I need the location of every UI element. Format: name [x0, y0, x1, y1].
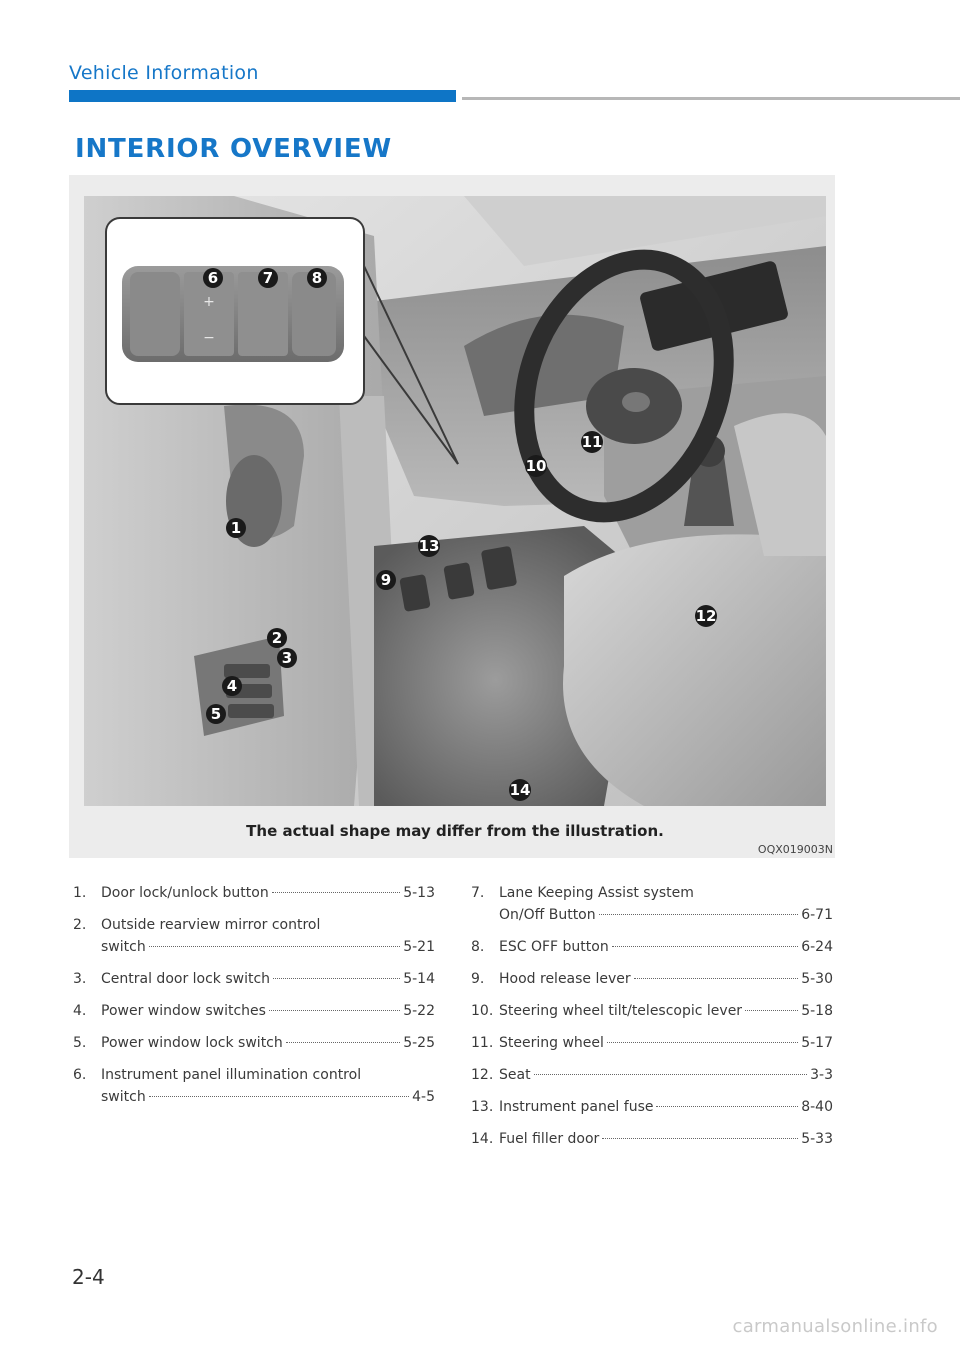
callout-6 [203, 268, 223, 288]
list-item [73, 1064, 435, 1108]
item-text: switch [101, 1089, 146, 1105]
figure-code: OQX019003N [757, 843, 833, 856]
callout-8-label: 8 [311, 269, 323, 287]
svg-text:−: − [203, 330, 215, 346]
callout-2 [267, 628, 287, 648]
item-number: 12. [471, 1067, 494, 1083]
watermark: carmanualsonline.info [732, 1316, 938, 1337]
callout-14 [509, 779, 531, 801]
item-number: 10. [471, 1003, 494, 1019]
callout-10 [525, 455, 547, 477]
dot-leader [273, 978, 400, 979]
item-number: 2. [73, 917, 87, 933]
callout-12-label: 12 [695, 607, 717, 625]
callout-1-label: 1 [230, 519, 242, 537]
item-number: 13. [471, 1099, 494, 1115]
item-number: 3. [73, 971, 87, 987]
dot-leader [634, 978, 799, 979]
dot-leader [269, 1010, 400, 1011]
list-item [471, 936, 833, 958]
item-number: 5. [73, 1035, 87, 1051]
callout-7 [258, 268, 278, 288]
item-text: Steering wheel tilt/telescopic lever [499, 1003, 743, 1019]
item-page-ref: 5-22 [403, 1003, 435, 1019]
item-number: 9. [471, 971, 485, 987]
item-text: Door lock/unlock button [101, 885, 269, 901]
callout-1 [226, 518, 246, 538]
item-text: Power window lock switch [101, 1035, 283, 1051]
item-text: ESC OFF button [499, 939, 609, 955]
item-number: 8. [471, 939, 485, 955]
item-page-ref: 8-40 [801, 1099, 833, 1115]
callout-11 [581, 431, 603, 453]
header-rule-blue [69, 90, 456, 102]
callout-10-label: 10 [525, 457, 547, 475]
figure-caption: The actual shape may differ from the illustration. [246, 822, 664, 840]
list-item [73, 1000, 435, 1022]
item-page-ref: 5-21 [403, 939, 435, 955]
callout-12 [695, 605, 717, 627]
callout-13-label: 13 [418, 537, 440, 555]
list-item [471, 1096, 833, 1118]
item-page-ref: 5-17 [801, 1035, 833, 1051]
dot-leader [149, 1096, 409, 1097]
item-text-line: Lane Keeping Assist system [499, 885, 694, 901]
callout-2-label: 2 [271, 629, 283, 647]
callout-6-label: 6 [207, 269, 219, 287]
item-text: switch [101, 939, 146, 955]
interior-illustration [84, 196, 826, 806]
item-list-left [73, 882, 435, 1118]
item-page-ref: 5-13 [403, 885, 435, 901]
page-heading: INTERIOR OVERVIEW [75, 134, 392, 164]
item-text-line: Outside rearview mirror control [101, 917, 321, 933]
dot-leader [602, 1138, 798, 1139]
item-list-right [471, 882, 833, 1160]
list-item [471, 1000, 833, 1022]
callout-3-label: 3 [281, 649, 293, 667]
list-item [471, 968, 833, 990]
list-item [73, 914, 435, 958]
list-item [471, 1128, 833, 1150]
callout-9-label: 9 [380, 571, 392, 589]
list-item [471, 882, 833, 926]
header-rule-gray [462, 97, 960, 100]
callout-14-label: 14 [509, 781, 531, 799]
item-page-ref: 6-71 [801, 907, 833, 923]
item-page-ref: 5-18 [801, 1003, 833, 1019]
item-number: 1. [73, 885, 87, 901]
item-page-ref: 6-24 [801, 939, 833, 955]
list-item [73, 968, 435, 990]
item-number: 4. [73, 1003, 87, 1019]
item-number: 14. [471, 1131, 494, 1147]
callout-11-label: 11 [581, 433, 603, 451]
dot-leader [149, 946, 401, 947]
item-page-ref: 5-30 [801, 971, 833, 987]
dot-leader [599, 914, 799, 915]
item-text-line: Instrument panel illumination control [101, 1067, 362, 1083]
callout-9 [376, 570, 396, 590]
item-page-ref: 5-25 [403, 1035, 435, 1051]
dot-leader [607, 1042, 798, 1043]
item-number: 7. [471, 885, 485, 901]
dot-leader [656, 1106, 798, 1107]
callout-3 [277, 648, 297, 668]
item-page-ref: 4-5 [412, 1089, 435, 1105]
svg-text:+: + [203, 294, 215, 310]
dot-leader [534, 1074, 808, 1075]
dot-leader [286, 1042, 400, 1043]
callout-5 [206, 704, 226, 724]
dot-leader [272, 892, 400, 893]
callout-13 [418, 535, 440, 557]
item-text: Instrument panel fuse [499, 1099, 654, 1115]
item-text: Steering wheel [499, 1035, 604, 1051]
callout-4 [222, 676, 242, 696]
item-page-ref: 5-33 [801, 1131, 833, 1147]
list-item [471, 1064, 833, 1086]
item-page-ref: 5-14 [403, 971, 435, 987]
callout-5-label: 5 [210, 705, 222, 723]
item-text: On/Off Button [499, 907, 596, 923]
dot-leader [612, 946, 799, 947]
item-number: 11. [471, 1035, 494, 1051]
callout-7-label: 7 [262, 269, 274, 287]
callout-8 [307, 268, 327, 288]
item-text: Hood release lever [499, 971, 631, 987]
list-item [73, 1032, 435, 1054]
item-page-ref: 3-3 [810, 1067, 833, 1083]
item-text: Seat [499, 1067, 531, 1083]
page-number: 2-4 [72, 1265, 105, 1289]
dot-leader [745, 1010, 798, 1011]
item-number: 6. [73, 1067, 87, 1083]
callout-4-label: 4 [226, 677, 238, 695]
list-item [471, 1032, 833, 1054]
item-text: Fuel filler door [499, 1131, 600, 1147]
list-item [73, 882, 435, 904]
section-title: Vehicle Information [69, 62, 259, 84]
item-text: Central door lock switch [101, 971, 271, 987]
item-text: Power window switches [101, 1003, 266, 1019]
